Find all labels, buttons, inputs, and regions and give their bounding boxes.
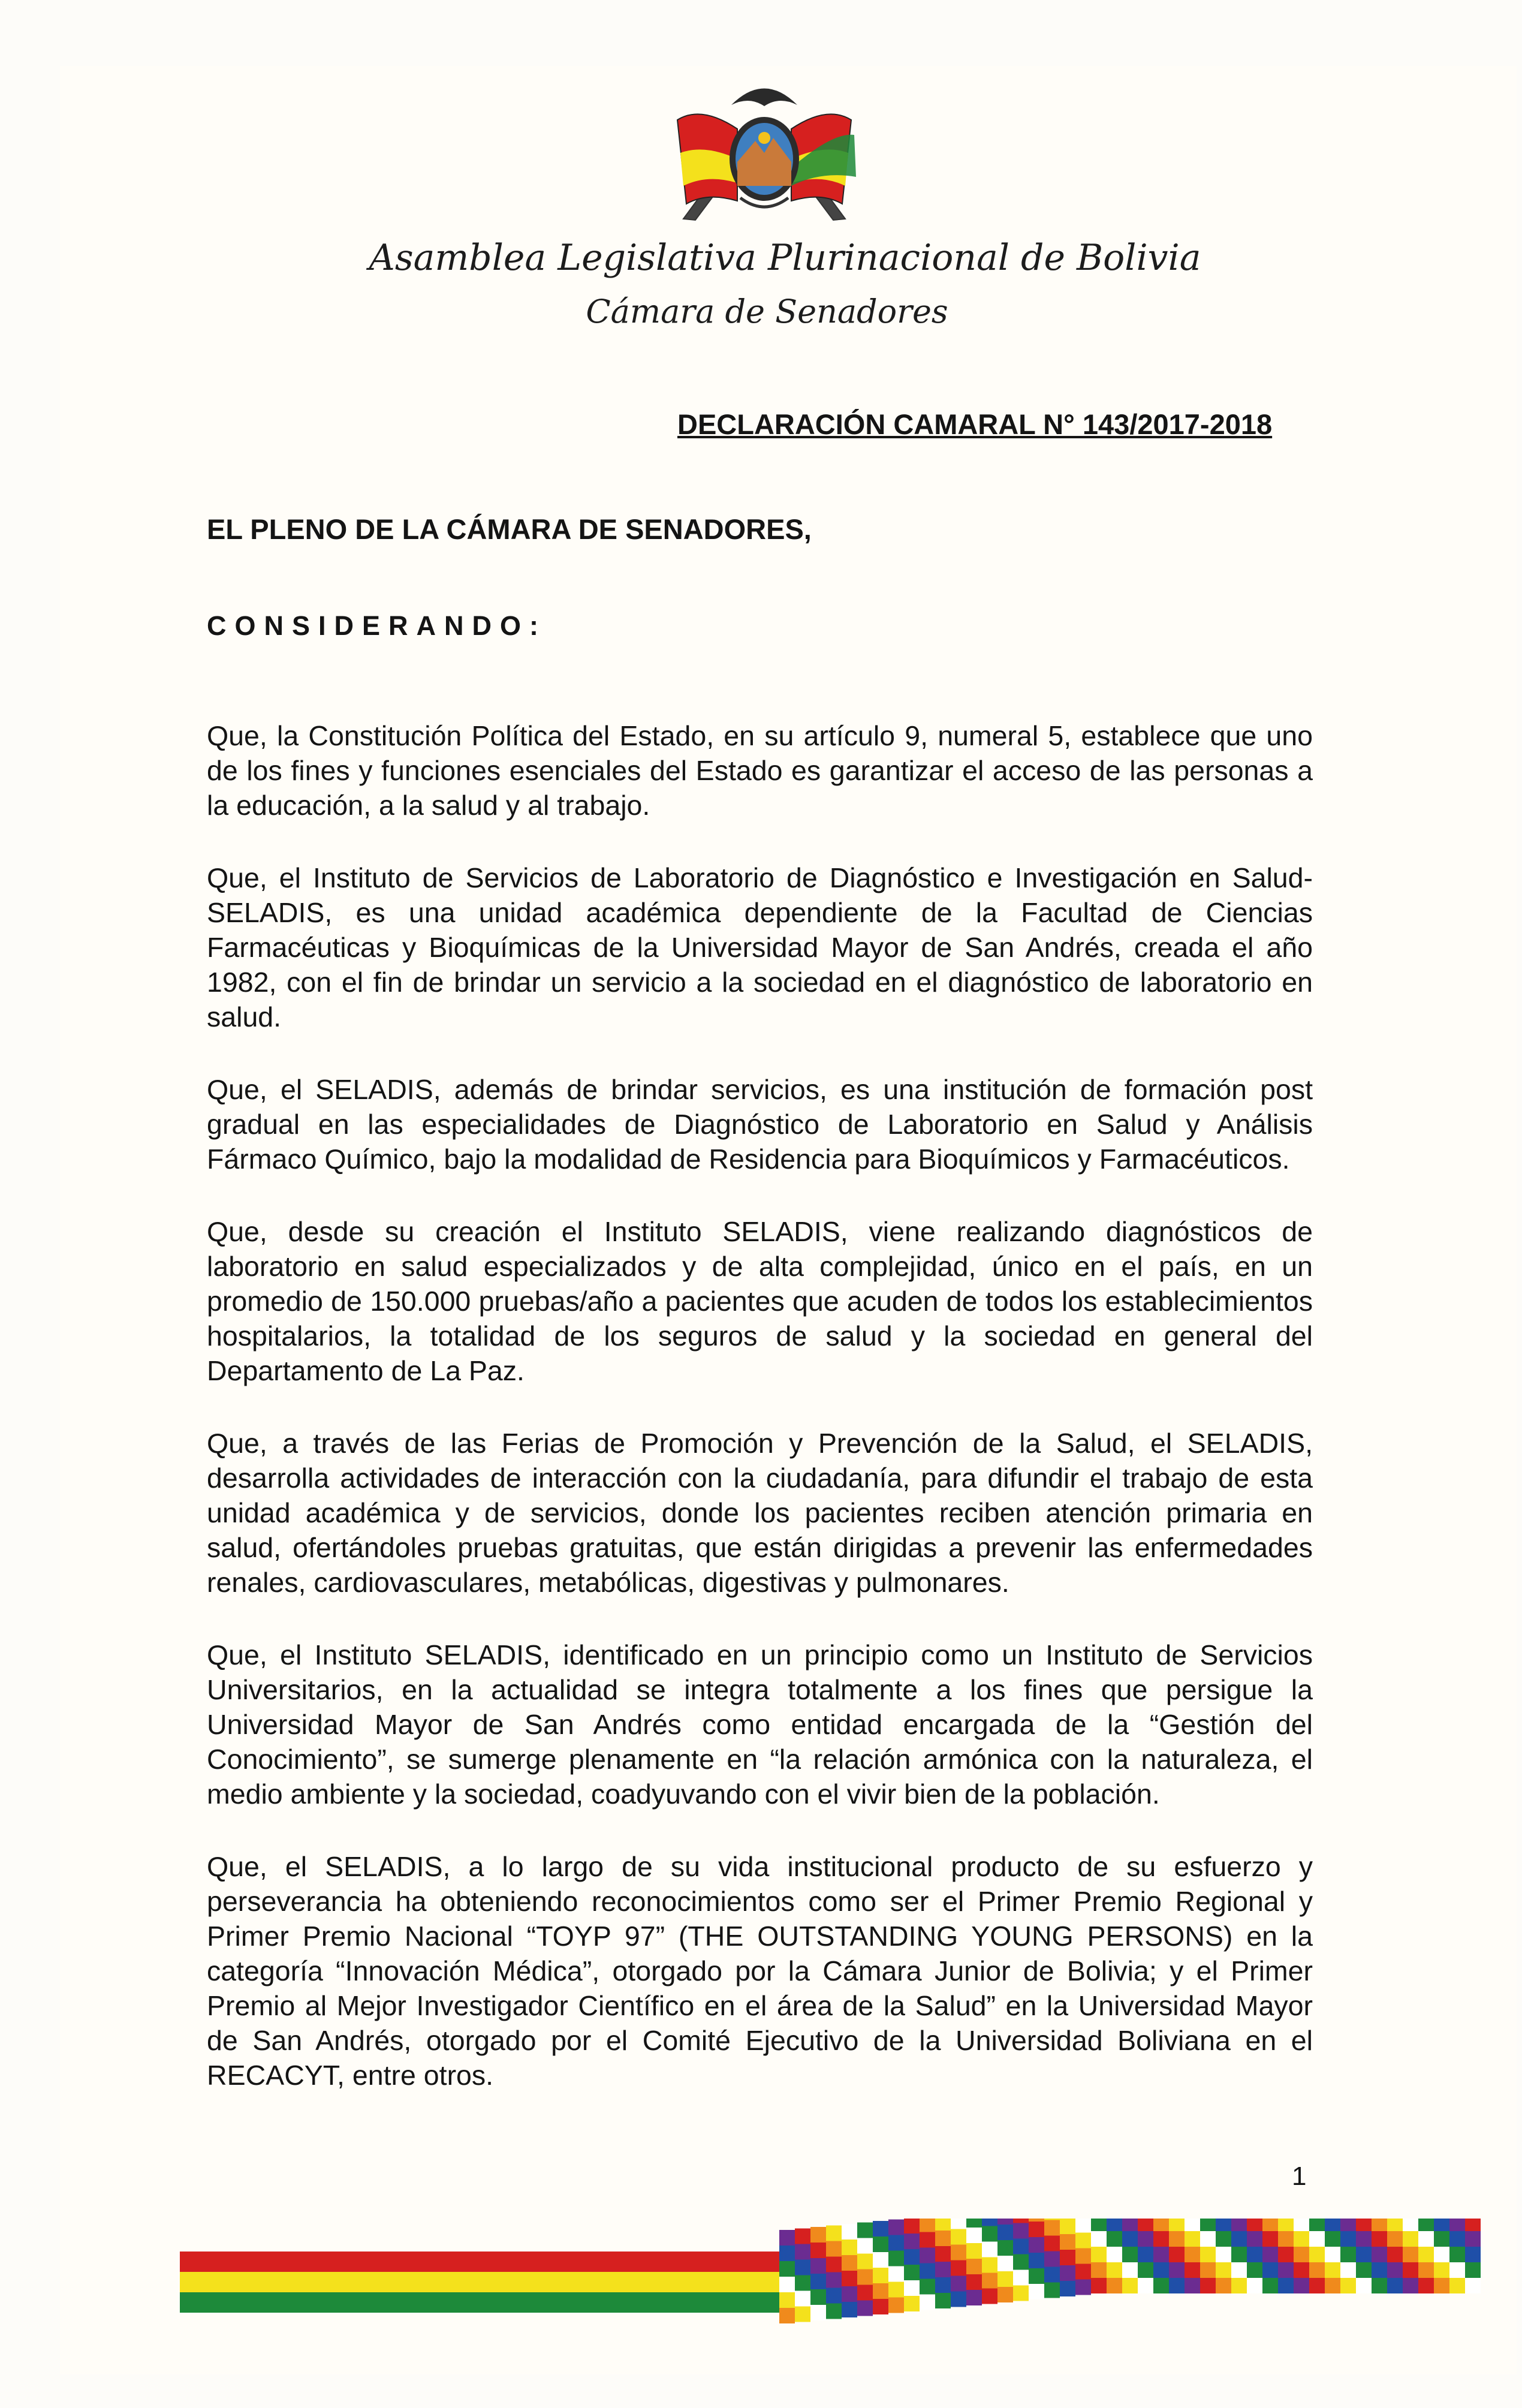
wiphala-square — [1122, 2231, 1138, 2247]
wiphala-square — [904, 2265, 920, 2280]
wiphala-square — [1060, 2250, 1075, 2265]
wiphala-square — [966, 2274, 982, 2290]
wiphala-square — [1231, 2247, 1247, 2262]
wiphala-square — [795, 2244, 810, 2260]
wiphala-square — [888, 2235, 904, 2251]
wiphala-square — [1403, 2219, 1418, 2231]
wiphala-square — [935, 2293, 951, 2308]
wiphala-square — [795, 2307, 810, 2322]
wiphala-square — [1216, 2219, 1231, 2231]
flag-red-stripe — [180, 2252, 779, 2272]
wiphala-square — [1122, 2219, 1138, 2231]
wiphala-square — [1060, 2219, 1075, 2234]
wiphala-square — [982, 2273, 997, 2289]
wiphala-square — [1465, 2219, 1481, 2231]
wiphala-square — [966, 2243, 982, 2259]
wiphala-square — [997, 2287, 1013, 2302]
wiphala-square — [1044, 2236, 1060, 2252]
bolivia-flag-wiphala-border — [180, 2219, 1499, 2323]
wiphala-square — [795, 2229, 810, 2244]
wiphala-square — [1138, 2231, 1153, 2247]
wiphala-square — [1262, 2247, 1278, 2262]
wiphala-square — [1294, 2247, 1309, 2262]
wiphala-square — [1169, 2219, 1185, 2231]
wiphala-square — [810, 2243, 826, 2258]
wiphala-square — [1278, 2247, 1294, 2262]
wiphala-square — [1185, 2247, 1200, 2262]
wiphala-square — [1418, 2278, 1434, 2293]
wiphala-square — [1325, 2219, 1340, 2231]
wiphala-square — [795, 2291, 810, 2307]
wiphala-square — [1153, 2262, 1169, 2278]
wiphala-square — [1294, 2262, 1309, 2278]
wiphala-square — [1356, 2262, 1372, 2278]
wiphala-square — [951, 2260, 966, 2276]
wiphala-square — [1013, 2286, 1029, 2301]
wiphala-square — [997, 2219, 1013, 2225]
wiphala-square — [810, 2305, 826, 2320]
wiphala-square — [810, 2289, 826, 2305]
wiphala-square — [1387, 2219, 1403, 2231]
wiphala-square — [1029, 2253, 1044, 2268]
wiphala-square — [1278, 2219, 1294, 2231]
wiphala-square — [966, 2219, 982, 2228]
wiphala-square — [904, 2249, 920, 2265]
wiphala-square — [1107, 2247, 1122, 2262]
wiphala-square — [857, 2254, 873, 2269]
wiphala-square — [1372, 2247, 1387, 2262]
wiphala-square — [1340, 2278, 1356, 2293]
wiphala-square — [1029, 2284, 1044, 2299]
wiphala-square — [1185, 2219, 1200, 2231]
wiphala-square — [1153, 2278, 1169, 2293]
wiphala-square — [966, 2228, 982, 2243]
wiphala-square — [935, 2219, 951, 2231]
paragraph: Que, desde su creación el Instituto SELADIS, viene realizando diagnósticos de laboratorio en salud especializados y de alta complejidad, único en el país, en un promedio de 150.000 pruebas/año a pacientes que acuden de todos los establecimientos hospitalarios, la totalidad de los seguros de salud y la sociedad en general del Departamento de La Paz. — [207, 1216, 1313, 1386]
plenary-heading: EL PLENO DE LA CÁMARA DE SENADORES, — [207, 513, 812, 545]
wiphala-square — [1465, 2231, 1481, 2247]
wiphala-square — [1216, 2262, 1231, 2278]
wiphala-square — [1247, 2219, 1262, 2231]
wiphala-square — [1200, 2247, 1216, 2262]
wiphala-square — [1325, 2247, 1340, 2262]
wiphala-square — [920, 2219, 935, 2232]
wiphala-square — [1247, 2278, 1262, 2293]
wiphala-square — [1169, 2262, 1185, 2278]
wiphala-square — [1153, 2247, 1169, 2262]
wiphala-square — [826, 2304, 842, 2319]
wiphala-square — [966, 2259, 982, 2274]
wiphala-square — [873, 2237, 888, 2252]
paragraph: Que, el Instituto de Servicios de Laboratorio de Diagnóstico e Investigación en Salud- SELADIS, es una unidad académica dependiente de la Facultad de Ciencias Farmacéuticas y Bioquímicas de la Universidad Mayor de San Andrés, creada el año 1982, con el fin de brindar un servicio a la sociedad en el diagnóstico de laboratorio en salud. — [207, 862, 1313, 1033]
wiphala-square — [1247, 2231, 1262, 2247]
wiphala-square — [1247, 2262, 1262, 2278]
wiphala-square — [1200, 2219, 1216, 2231]
wiphala-square — [1449, 2219, 1465, 2231]
wiphala-square — [1434, 2278, 1449, 2293]
wiphala-square — [1107, 2231, 1122, 2247]
wiphala-square — [857, 2223, 873, 2238]
wiphala-square — [920, 2279, 935, 2295]
wiphala-square — [951, 2229, 966, 2245]
document-body — [207, 718, 1313, 2130]
institution-name: Asamblea Legislativa Plurinacional de Bolivia — [369, 237, 1201, 279]
wiphala-square — [1465, 2262, 1481, 2278]
wiphala-square — [1449, 2231, 1465, 2247]
wiphala-square — [1153, 2231, 1169, 2247]
wiphala-square — [1262, 2231, 1278, 2247]
chamber-name: Cámara de Senadores — [586, 293, 948, 330]
wiphala-square — [1060, 2265, 1075, 2281]
wiphala-square — [1231, 2278, 1247, 2293]
wiphala-square — [1434, 2231, 1449, 2247]
wiphala-square — [795, 2260, 810, 2275]
wiphala-square — [920, 2248, 935, 2263]
wiphala-square — [1044, 2219, 1060, 2220]
wiphala-square — [920, 2232, 935, 2248]
wiphala-square — [826, 2241, 842, 2257]
wiphala-square — [1231, 2219, 1247, 2231]
wiphala-square — [888, 2251, 904, 2266]
wiphala-square — [1091, 2231, 1107, 2247]
wiphala-square — [810, 2274, 826, 2289]
wiphala-square — [1403, 2247, 1418, 2262]
wiphala-square — [779, 2277, 795, 2292]
wiphala-square — [1107, 2219, 1122, 2231]
flag-green-stripe — [180, 2292, 779, 2313]
wiphala-square — [1044, 2220, 1060, 2236]
wiphala-square — [997, 2225, 1013, 2240]
wiphala-square — [1138, 2278, 1153, 2293]
wiphala-square — [1403, 2231, 1418, 2247]
wiphala-square — [1434, 2247, 1449, 2262]
wiphala-square — [1044, 2267, 1060, 2283]
wiphala-square — [779, 2261, 795, 2277]
page-number: 1 — [1292, 2162, 1307, 2191]
wiphala-square — [1216, 2247, 1231, 2262]
wiphala-square — [1449, 2262, 1465, 2278]
wiphala-square — [1200, 2278, 1216, 2293]
wiphala-square — [1418, 2262, 1434, 2278]
wiphala-square — [1356, 2278, 1372, 2293]
wiphala-square — [888, 2220, 904, 2235]
wiphala-square — [1138, 2247, 1153, 2262]
wiphala-square — [1185, 2262, 1200, 2278]
wiphala-square — [1029, 2222, 1044, 2237]
wiphala-square — [1200, 2262, 1216, 2278]
wiphala-square — [951, 2292, 966, 2307]
wiphala-square — [1465, 2278, 1481, 2293]
wiphala-square — [1294, 2219, 1309, 2231]
wiphala-square — [997, 2271, 1013, 2287]
wiphala-square — [779, 2308, 795, 2323]
wiphala-square — [1309, 2262, 1325, 2278]
wiphala-square — [982, 2258, 997, 2273]
wiphala-square — [920, 2295, 935, 2310]
wiphala-square — [1262, 2219, 1278, 2231]
bolivia-coat-of-arms-icon — [665, 63, 863, 222]
wiphala-square — [1262, 2278, 1278, 2293]
wiphala-square — [904, 2219, 920, 2234]
wiphala-square — [873, 2252, 888, 2268]
wiphala-square — [1356, 2247, 1372, 2262]
wiphala-square — [1216, 2231, 1231, 2247]
wiphala-square — [1372, 2278, 1387, 2293]
wiphala-square — [1122, 2247, 1138, 2262]
wiphala-square — [1278, 2231, 1294, 2247]
wiphala-square — [1325, 2278, 1340, 2293]
wiphala-square — [1138, 2219, 1153, 2231]
wiphala-square — [1340, 2247, 1356, 2262]
wiphala-square — [873, 2268, 888, 2283]
wiphala-square — [1465, 2247, 1481, 2262]
wiphala-square — [1185, 2278, 1200, 2293]
wiphala-square — [1013, 2255, 1029, 2270]
wiphala-square — [1418, 2231, 1434, 2247]
paragraph: Que, la Constitución Política del Estado, en su artículo 9, numeral 5, establece que uno de los fines y funciones esenciales del Estado es garantizar el acceso de las personas a la educación, a la salud y al trabajo. — [207, 720, 1313, 821]
wiphala-square — [1075, 2249, 1091, 2264]
wiphala-square — [982, 2226, 997, 2242]
tricolor-band — [180, 2252, 779, 2313]
wiphala-square — [842, 2224, 857, 2240]
wiphala-square — [935, 2246, 951, 2262]
wiphala-square — [1340, 2262, 1356, 2278]
wiphala-square — [1278, 2278, 1294, 2293]
wiphala-square — [1434, 2262, 1449, 2278]
wiphala-square — [1091, 2278, 1107, 2293]
wiphala-square — [1372, 2262, 1387, 2278]
wiphala-square — [842, 2240, 857, 2255]
wiphala-square — [1169, 2247, 1185, 2262]
wiphala-square — [1091, 2219, 1107, 2231]
wiphala-square — [935, 2231, 951, 2246]
wiphala-square — [842, 2255, 857, 2271]
wiphala-square — [1075, 2264, 1091, 2280]
wiphala-square — [795, 2275, 810, 2291]
wiphala-square — [1029, 2237, 1044, 2253]
wiphala-square — [1403, 2262, 1418, 2278]
wiphala-square — [966, 2290, 982, 2305]
wiphala-square — [1418, 2219, 1434, 2231]
paragraph: Que, a través de las Ferias de Promoción y Prevención de la Salud, el SELADIS, desarrolla actividades de interacción con la ciudadanía, para difundir el trabajo de esta unidad académica y de servicios, donde los pacientes reciben atención primaria en salud, ofertándoles pruebas gratuitas, que están dirigidas a prevenir las enfermedades renales, cardiovasculares, metabólicas, digestivas y pulmonares. — [207, 1428, 1313, 1598]
wiphala-pattern — [779, 2219, 1481, 2323]
wiphala-square — [779, 2292, 795, 2308]
wiphala-square — [1309, 2231, 1325, 2247]
wiphala-square — [1387, 2262, 1403, 2278]
wiphala-square — [888, 2266, 904, 2282]
wiphala-square — [1044, 2283, 1060, 2298]
wiphala-square — [1153, 2219, 1169, 2231]
wiphala-square — [873, 2299, 888, 2314]
flag-yellow-stripe — [180, 2272, 779, 2292]
wiphala-square — [1060, 2234, 1075, 2250]
wiphala-square — [935, 2262, 951, 2277]
wiphala-square — [1309, 2219, 1325, 2231]
wiphala-square — [1013, 2223, 1029, 2239]
wiphala-square — [1107, 2278, 1122, 2293]
wiphala-square — [1356, 2219, 1372, 2231]
wiphala-square — [1372, 2231, 1387, 2247]
wiphala-square — [920, 2263, 935, 2279]
wiphala-square — [1325, 2262, 1340, 2278]
wiphala-square — [1091, 2262, 1107, 2278]
wiphala-square — [1278, 2262, 1294, 2278]
wiphala-square — [1122, 2278, 1138, 2293]
wiphala-square — [857, 2285, 873, 2301]
wiphala-square — [1044, 2252, 1060, 2267]
wiphala-square — [1122, 2262, 1138, 2278]
paragraph: Que, el Instituto SELADIS, identificado en un principio como un Instituto de Servicios Universitarios, en la actualidad se integra totalmente a los fines que persigue la Universidad Mayor de San Andrés como entidad encargada de la “Gestión del Conocimiento”, se sumerge plenamente en “la relación armónica con la naturaleza, el medio ambiente y la sociedad, coadyuvando con el vivir bien de la población. — [207, 1639, 1313, 1810]
wiphala-square — [1247, 2247, 1262, 2262]
wiphala-square — [1231, 2231, 1247, 2247]
declaration-title: DECLARACIÓN CAMARAL N° 143/2017-2018 — [677, 408, 1273, 440]
wiphala-square — [810, 2227, 826, 2243]
wiphala-square — [935, 2277, 951, 2293]
wiphala-square — [826, 2226, 842, 2241]
wiphala-square — [857, 2269, 873, 2285]
wiphala-square — [1029, 2219, 1044, 2222]
wiphala-square — [1387, 2247, 1403, 2262]
wiphala-square — [1340, 2231, 1356, 2247]
wiphala-square — [1075, 2280, 1091, 2295]
wiphala-square — [779, 2246, 795, 2261]
wiphala-square — [1200, 2231, 1216, 2247]
wiphala-square — [1418, 2247, 1434, 2262]
wiphala-square — [1340, 2219, 1356, 2231]
wiphala-square — [997, 2256, 1013, 2271]
wiphala-square — [1075, 2219, 1091, 2233]
wiphala-square — [826, 2257, 842, 2272]
wiphala-square — [982, 2242, 997, 2258]
wiphala-square — [1387, 2278, 1403, 2293]
wiphala-square — [842, 2286, 857, 2302]
wiphala-square — [1309, 2247, 1325, 2262]
wiphala-square — [1434, 2219, 1449, 2231]
wiphala-square — [951, 2219, 966, 2229]
paragraph: Que, el SELADIS, a lo largo de su vida institucional producto de su esfuerzo y perseverancia ha obteniendo reconocimientos como ser el Primer Premio Regional y Primer Premio Nacional “TOYP 97” (THE OUTSTANDING YOUNG PERSONS) en la categoría “Innovación Médica”, otorgado por la Cámara Junior de Bolivia; y el Primer Premio al Mejor Investigador Científico en el área de la Salud” en la Universidad Mayor de San Andrés, otorgado por el Comité Ejecutivo de la Universidad Boliviana en el RECACYT, entre otros. — [207, 1851, 1313, 2091]
considerando-heading: CONSIDERANDO: — [207, 610, 547, 641]
wiphala-square — [842, 2271, 857, 2286]
wiphala-square — [1013, 2219, 1029, 2223]
wiphala-square — [982, 2219, 997, 2226]
wiphala-square — [982, 2289, 997, 2304]
wiphala-square — [888, 2298, 904, 2313]
wiphala-square — [1262, 2262, 1278, 2278]
wiphala-square — [1449, 2278, 1465, 2293]
wiphala-square — [888, 2282, 904, 2298]
wiphala-square — [1231, 2262, 1247, 2278]
wiphala-square — [810, 2258, 826, 2274]
wiphala-square — [1309, 2278, 1325, 2293]
wiphala-square — [1169, 2278, 1185, 2293]
wiphala-square — [1356, 2231, 1372, 2247]
wiphala-square — [904, 2280, 920, 2296]
wiphala-square — [1138, 2262, 1153, 2278]
wiphala-square — [1294, 2278, 1309, 2293]
wiphala-square — [1294, 2231, 1309, 2247]
wiphala-square — [842, 2302, 857, 2317]
wiphala-square — [857, 2301, 873, 2316]
paragraph: Que, el SELADIS, además de brindar servicios, es una institución de formación post gradual en las especialidades de Diagnóstico de Laboratorio en Salud y Análisis Fármaco Químico, bajo la modalidad de Residencia para Bioquímicos y Farmacéuticos. — [207, 1074, 1313, 1175]
wiphala-square — [904, 2296, 920, 2311]
wiphala-square — [826, 2272, 842, 2288]
wiphala-square — [873, 2221, 888, 2237]
wiphala-square — [826, 2288, 842, 2304]
wiphala-square — [997, 2240, 1013, 2256]
wiphala-square — [779, 2230, 795, 2246]
wiphala-square — [1013, 2270, 1029, 2286]
wiphala-square — [1372, 2219, 1387, 2231]
wiphala-square — [1107, 2262, 1122, 2278]
wiphala-square — [1169, 2231, 1185, 2247]
wiphala-square — [951, 2276, 966, 2292]
wiphala-square — [1075, 2233, 1091, 2249]
wiphala-square — [1216, 2278, 1231, 2293]
wiphala-square — [1060, 2281, 1075, 2296]
wiphala-square — [1091, 2247, 1107, 2262]
wiphala-square — [873, 2283, 888, 2299]
wiphala-square — [1403, 2278, 1418, 2293]
wiphala-square — [857, 2238, 873, 2254]
wiphala-square — [1387, 2231, 1403, 2247]
wiphala-square — [904, 2234, 920, 2249]
wiphala-square — [1449, 2247, 1465, 2262]
wiphala-square — [951, 2245, 966, 2260]
wiphala-square — [1185, 2231, 1200, 2247]
wiphala-square — [1325, 2231, 1340, 2247]
wiphala-square — [1013, 2239, 1029, 2255]
wiphala-square — [1029, 2268, 1044, 2284]
